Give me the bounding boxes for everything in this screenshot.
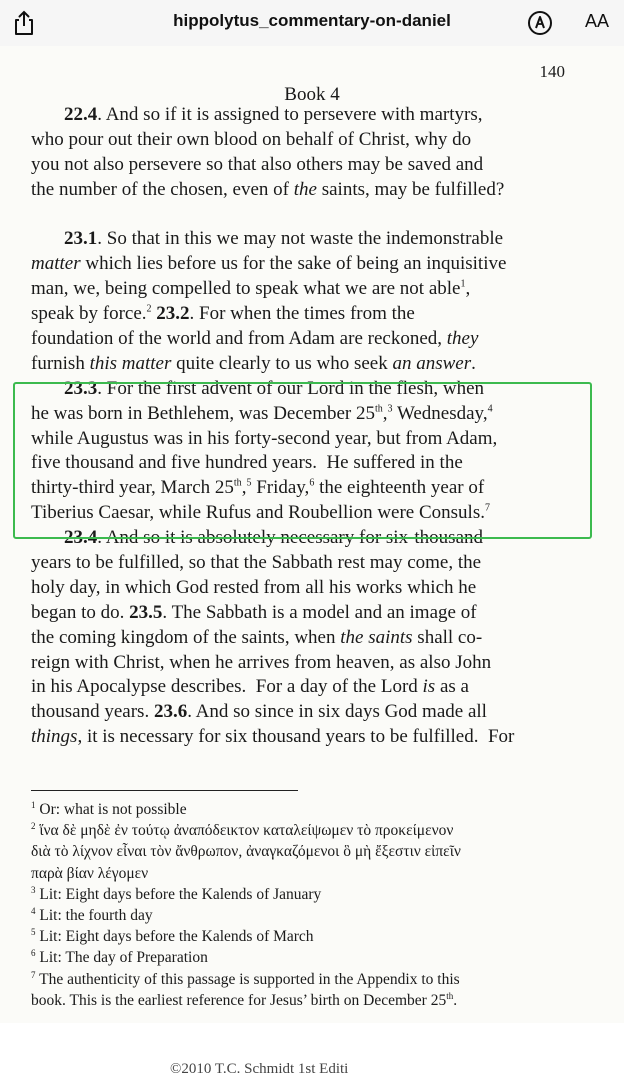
text-line: 22.4. And so if it is assigned to persevere with martyrs, — [64, 104, 483, 125]
text-line: holy day, in which God rested from all his works which he — [31, 576, 477, 598]
text-line: who pour out their own blood on behalf of Christ, why do — [31, 128, 472, 150]
footnote: $^6$ Lit: The day of Preparation — [31, 948, 208, 967]
text-line: years to be fulfilled, so that the Sabbath rest may come, the — [31, 552, 482, 574]
text-line: speak by force.$^2$ 23.2. For when the times from the — [31, 303, 415, 325]
text-line: 23.4. And so it is absolutely necessary for six-thousand — [64, 527, 484, 549]
document-title: hippolytus_commentary-on-daniel — [173, 11, 451, 30]
footnote: $^2$ ἵνα δὲ μηδὲ ἐν τούτῳ ἀναπόδεικτον καταλείψωμεν τὸ προκείμενον — [31, 821, 454, 840]
document-page — [0, 46, 624, 1077]
markup-pen-icon[interactable] — [526, 9, 554, 37]
footnotes — [31, 799, 567, 1011]
text-line: in his Apocalypse describes. For a day of the Lord is as a — [31, 676, 469, 698]
text-line: while Augustus was in his forty-second year, but from Adam, — [31, 427, 498, 449]
text-line: thousand years. 23.6. And so since in six days God made all — [31, 701, 487, 723]
text-line: foundation of the world and from Adam are reckoned, they — [31, 328, 479, 350]
top-toolbar — [0, 0, 624, 47]
footnote: $^1$ Or: what is not possible — [31, 799, 187, 818]
copyright-line: ©2010 T.C. Schmidt 1st Editi — [170, 1061, 349, 1077]
text-line: five thousand and five hundred years. He suffered in the — [31, 452, 463, 474]
body-text — [31, 103, 565, 750]
text-line: matter which lies before us for the sake of being an inquisitive — [31, 253, 507, 275]
footnote: $^5$ Lit: Eight days before the Kalends of March — [31, 927, 314, 946]
text-line: reign with Christ, when he arrives from heaven, as also John — [31, 651, 492, 673]
text-line: began to do. 23.5. The Sabbath is a model and an image of — [31, 601, 477, 623]
text-size-button[interactable]: AA — [585, 11, 610, 31]
page-header: Book 4 — [284, 84, 340, 105]
page-number: 140 — [539, 62, 565, 81]
text-line: things, it is necessary for six thousand years to be fulfilled. For — [31, 726, 515, 748]
text-line: Tiberius Caesar, while Rufus and Roubellion were Consuls.$^7$ — [31, 502, 490, 524]
text-line: man, we, being compelled to speak what we are not able$^1$, — [31, 278, 471, 300]
footnote: παρὰ βίαν λέγομεν — [31, 864, 149, 882]
footnote: $^3$ Lit: Eight days before the Kalends of January — [31, 884, 322, 903]
text-line: thirty-third year, March 25th,$^5$ Friday,$^6$ the eighteenth year of — [31, 477, 485, 499]
footnote: $^4$ Lit: the fourth day — [31, 905, 153, 925]
footnote: $^7$ The authenticity of this passage is supported in the Appendix to this — [31, 969, 460, 988]
text-line: furnish this matter quite clearly to us who seek an answer. — [31, 352, 476, 374]
footnote: διὰ τὸ λίχνον εἶναι τὸν ἄνθρωπον, ἀναγκαζόμενοι ὃ μὴ ἔξεστιν εἰπεῖν — [31, 843, 461, 861]
text-line: the number of the chosen, even of the saints, may be fulfilled? — [31, 178, 505, 200]
text-line: 23.3. For the first advent of our Lord in the flesh, when — [64, 377, 485, 399]
text-line: the coming kingdom of the saints, when the saints shall co- — [31, 626, 483, 648]
text-line: you not also persevere so that also others may be saved and — [31, 153, 484, 175]
footnote: book. This is the earliest reference for Jesus’ birth on December 25th. — [31, 990, 458, 1009]
text-line: he was born in Bethlehem, was December 25th,$^3$ Wednesday,$^4$ — [31, 402, 493, 424]
text-line: 23.1. So that in this we may not waste the indemonstrable — [64, 228, 504, 250]
footnote-divider — [31, 790, 298, 791]
